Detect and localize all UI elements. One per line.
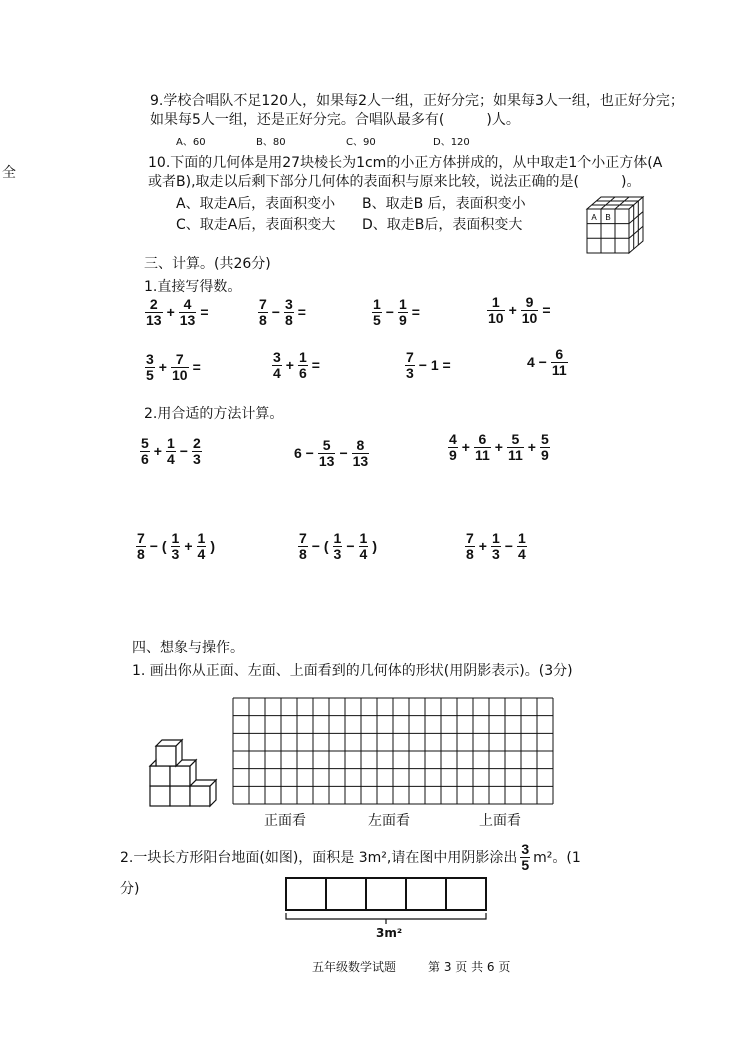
q10-option-c: C、取走A后，表面积变大 — [176, 217, 336, 233]
calc-m6: $\frac{7}{8}$ + $\frac{1}{3}$ − $\frac{1}{4}$ — [466, 530, 526, 562]
margin-character: 全 — [2, 165, 16, 181]
stacked-cubes-figure — [146, 740, 221, 810]
q2-fraction: $\frac{3}{5}$ — [521, 841, 530, 873]
footer-page: 第 3 页 共 6 页 — [428, 960, 511, 974]
q9-line2: 如果每5人一组，还是正好分完。合唱队最多有( )人。 — [150, 112, 520, 128]
view-label-front: 正面看 — [264, 813, 306, 829]
calc-r2-4: 4 − $\frac{6}{11}$ — [527, 346, 567, 378]
calc-m4: $\frac{7}{8}$ − ( $\frac{1}{3}$ + $\frac{1}{4}$ ) — [137, 530, 215, 562]
drawing-grid — [232, 697, 554, 805]
q9-line1: 9.学校合唱队不足120人，如果每2人一组，正好分完；如果每3人一组，也正好分完； — [150, 93, 684, 109]
q9-option-c: C、90 — [346, 137, 376, 148]
area-label: 3m² — [376, 926, 403, 940]
q10-option-a: A、取走A后，表面积变小 — [176, 196, 336, 212]
calc-m1: $\frac{5}{6}$ + $\frac{1}{4}$ − $\frac{2}{3}$ — [141, 435, 201, 467]
q10-option-b: B、取走B 后，表面积变小 — [362, 196, 526, 212]
calc-r2-1: $\frac{3}{5}$ + $\frac{7}{10}$ = — [146, 351, 201, 383]
calc-m5: $\frac{7}{8}$ − ( $\frac{1}{3}$ − $\frac{1}{4}$ ) — [299, 530, 377, 562]
section4-title: 四、想象与操作。 — [132, 640, 244, 656]
q10-option-d: D、取走B后，表面积变大 — [362, 217, 523, 233]
footer-title: 五年级数学试题 — [312, 960, 397, 974]
cube-figure — [585, 195, 645, 257]
calc-r1-2: $\frac{7}{8}$ − $\frac{3}{8}$ = — [259, 296, 306, 328]
section3-sub2: 2.用合适的方法计算。 — [144, 406, 284, 422]
calc-r1-3: $\frac{1}{5}$ − $\frac{1}{9}$ = — [373, 296, 420, 328]
section4-q2-line2: 分) — [120, 881, 140, 897]
calc-r2-3: $\frac{7}{3}$ − 1 = — [406, 349, 451, 381]
view-label-top: 上面看 — [479, 813, 521, 829]
section3-title: 三、计算。(共26分) — [144, 256, 271, 272]
calc-m2: 6 − $\frac{5}{13}$ − $\frac{8}{13}$ — [294, 437, 369, 469]
q9-option-d: D、120 — [433, 137, 470, 148]
q2-text-post: m²。(1 — [533, 850, 581, 867]
calc-m3: $\frac{4}{9}$ + $\frac{6}{11}$ + $\frac{5}{11}$ + $\frac{5}{9}$ — [449, 431, 549, 463]
q2-text: 2.一块长方形阳台地面(如图)，面积是 3m²,请在图中用阴影涂出 — [120, 850, 518, 867]
q10-line2: 或者B),取走以后剩下部分几何体的表面积与原来比较，说法正确的是( )。 — [148, 174, 641, 190]
cube-label-a: A — [591, 213, 597, 222]
section3-sub1: 1.直接写得数。 — [144, 279, 242, 295]
calc-r1-1: $\frac{2}{13}$ + $\frac{4}{13}$ = — [146, 296, 209, 328]
q9-option-b: B、80 — [256, 137, 286, 148]
q9-option-a: A、60 — [176, 137, 206, 148]
cube-label-b: B — [605, 213, 611, 222]
calc-r2-2: $\frac{3}{4}$ + $\frac{1}{6}$ = — [273, 349, 320, 381]
q10-line1: 10.下面的几何体是用27块棱长为1cm的小正方体拼成的，从中取走1个小正方体(A — [148, 155, 663, 171]
view-label-left: 左面看 — [368, 813, 410, 829]
section4-q2 — [120, 842, 581, 872]
section4-q1: 1. 画出你从正面、左面、上面看到的几何体的形状(用阴影表示)。(3分) — [132, 663, 573, 679]
calc-r1-4: $\frac{1}{10}$ + $\frac{9}{10}$ = — [488, 294, 551, 326]
